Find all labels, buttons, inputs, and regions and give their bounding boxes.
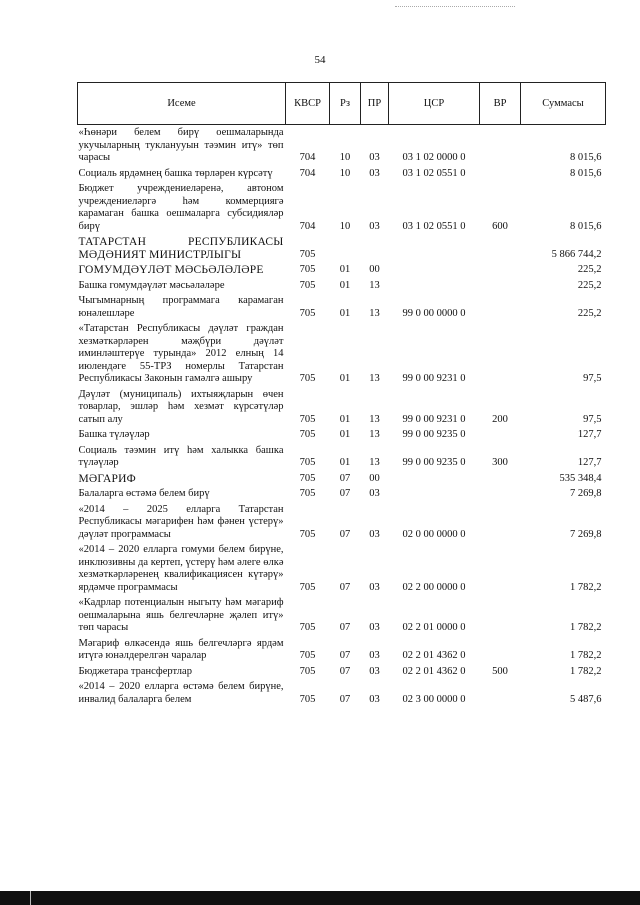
cell-pr: 03 [369, 622, 380, 633]
table-header-row [78, 83, 606, 125]
table-row [78, 125, 606, 166]
cell-sum: 8 015,6 [570, 152, 602, 163]
cell-name: МӘГАРИФ [78, 472, 136, 485]
cell-sum: 1 782,2 [570, 581, 602, 593]
cell-pr [361, 234, 389, 262]
table-row [78, 679, 606, 707]
cell-rz: 10 [339, 220, 351, 232]
cell-csr: 99 0 00 9231 0 [402, 373, 466, 384]
cell-rz: 07 [339, 622, 351, 633]
cell-sum: 7 269,8 [570, 488, 602, 499]
cell-name: Дәүләт (муниципаль) ихтыяҗларын өчен товарлар, эшләр һәм хезмәт күрсәтүләр сатып алу [78, 388, 284, 425]
cell-sum: 127,7 [577, 429, 602, 440]
table-row [78, 542, 606, 595]
table-row [78, 262, 606, 278]
table-row [78, 234, 606, 262]
cell-vr: 200 [492, 413, 508, 425]
cell-vr [480, 542, 521, 595]
cell-vr: 500 [492, 665, 508, 677]
cell-name: «Кадрлар потенциалын ныгыту һәм мәгариф оешмаларына яшь белгечләрне җәлеп итү» төп чарасы [78, 597, 284, 633]
cell-sum: 535 348,4 [559, 472, 602, 484]
header-kvsr: КВСР [286, 83, 330, 125]
budget-table [77, 82, 606, 707]
cell-rz: 07 [339, 472, 351, 484]
cell-kvsr: 704 [299, 220, 316, 232]
cell-pr: 03 [369, 488, 380, 499]
cell-name: Бюджет учреждениеләренә, автоном учреждениеләргә һәм коммерциягә карамаган башка оешмаларга субсидияләр бирү [78, 183, 284, 232]
table-row [78, 278, 606, 294]
cell-sum: 225,2 [577, 279, 602, 291]
cell-sum: 97,5 [583, 413, 602, 425]
cell-csr: 02 0 00 0000 0 [402, 528, 466, 540]
cell-kvsr: 705 [299, 528, 316, 540]
cell-csr: 03 1 02 0000 0 [402, 152, 466, 163]
cell-name: «Татарстан Республикасы дәүләт граждан хезмәткәрләрен мәҗбүри дәүләт иминләштерүе турында» 2012 елның 14 июлендәге 55-ТРЗ номерлы Татарстан Республикасы Законын гамәлгә ашыру [78, 323, 284, 384]
cell-csr [389, 486, 480, 502]
cell-vr [480, 166, 521, 182]
cell-name: Социаль тәэмин итү һәм халыкка башка түләүләр [78, 444, 284, 468]
table-row [78, 502, 606, 543]
cell-pr: 13 [369, 373, 380, 384]
cell-pr: 13 [369, 279, 380, 291]
cell-csr: 99 0 00 0000 0 [402, 307, 466, 319]
cell-pr: 03 [369, 152, 380, 163]
cell-rz: 07 [339, 528, 351, 540]
cell-vr [480, 486, 521, 502]
header-rz: Рз [330, 83, 361, 125]
budget-table-container [77, 82, 605, 707]
cell-name: Мәгариф өлкәсендә яшь белгечләргә ярдәм итүгә юнәлдерелгән чаралар [78, 637, 284, 661]
cell-kvsr: 705 [299, 581, 316, 593]
table-row [78, 443, 606, 471]
cell-kvsr: 705 [299, 457, 316, 468]
cell-rz: 01 [339, 413, 351, 425]
cell-vr [480, 636, 521, 664]
cell-kvsr: 705 [299, 650, 316, 661]
cell-kvsr: 704 [299, 152, 316, 163]
cell-rz: 01 [339, 429, 351, 440]
cell-sum: 1 782,2 [570, 665, 602, 677]
cell-name: Башка түләүләр [78, 429, 150, 440]
cell-csr: 99 0 00 9235 0 [402, 457, 466, 468]
cell-sum: 225,2 [577, 264, 602, 275]
cell-name: «2014 – 2025 елларга Татарстан Республикасы мәгарифен һәм фәнен үстерү» дәүләт программасы [78, 503, 284, 540]
cell-sum: 127,7 [577, 457, 602, 468]
header-name: Исеме [78, 83, 286, 125]
cell-vr [480, 293, 521, 321]
cell-vr [480, 321, 521, 387]
cell-kvsr: 705 [299, 665, 316, 677]
cell-vr [480, 234, 521, 262]
table-row [78, 293, 606, 321]
cell-rz: 07 [339, 581, 351, 593]
cell-pr: 03 [369, 220, 380, 232]
cell-pr: 13 [369, 429, 380, 440]
cell-kvsr: 705 [299, 307, 316, 319]
cell-vr [480, 262, 521, 278]
cell-csr [389, 278, 480, 294]
cell-rz: 07 [339, 665, 351, 677]
cell-rz: 07 [339, 650, 351, 661]
cell-kvsr: 705 [299, 373, 316, 384]
cell-rz: 01 [339, 457, 351, 468]
cell-vr: 600 [492, 220, 508, 232]
header-sum: Суммасы [521, 83, 606, 125]
cell-pr: 03 [369, 167, 380, 179]
cell-kvsr: 705 [299, 622, 316, 633]
cell-csr: 02 2 00 0000 0 [402, 581, 466, 593]
cell-name: Башка гомумдәүләт мәсьәләләре [78, 279, 225, 291]
cell-csr: 99 0 00 9231 0 [402, 413, 466, 425]
cell-vr [480, 595, 521, 636]
cell-pr: 13 [369, 307, 380, 319]
cell-rz: 07 [339, 693, 351, 705]
table-row [78, 636, 606, 664]
cell-kvsr: 705 [299, 488, 316, 499]
table-row [78, 471, 606, 487]
cell-kvsr: 704 [299, 167, 316, 179]
cell-sum: 5 866 744,2 [551, 248, 602, 260]
header-csr: ЦСР [389, 83, 480, 125]
cell-csr: 03 1 02 0551 0 [402, 167, 466, 179]
cell-kvsr: 705 [299, 264, 316, 275]
cell-sum: 7 269,8 [570, 528, 602, 540]
cell-pr: 03 [369, 581, 380, 593]
cell-vr: 300 [492, 457, 508, 468]
cell-pr: 03 [369, 650, 380, 661]
header-vr: ВР [480, 83, 521, 125]
cell-csr: 03 1 02 0551 0 [402, 220, 466, 232]
table-row [78, 181, 606, 234]
cell-rz: 01 [339, 307, 351, 319]
cell-sum: 8 015,6 [570, 167, 602, 179]
cell-rz [330, 234, 361, 262]
cell-vr [480, 679, 521, 707]
cell-csr [389, 471, 480, 487]
cell-name: «2014 – 2020 елларга өстәмә белем бирүне, инвалид балаларга белем [78, 681, 284, 705]
cell-pr: 03 [369, 665, 380, 677]
table-row [78, 664, 606, 680]
cell-kvsr: 705 [299, 429, 316, 440]
cell-vr [480, 125, 521, 166]
page-number: 54 [314, 54, 326, 66]
cell-name: «2014 – 2020 елларга гомуми белем бирүне, инклюзивны да кертеп, үстерү һәм әлеге өлкә хезмәткәрләренең квалификациясен күтәрү» ярдәмче программасы [78, 544, 284, 593]
cell-sum: 5 487,6 [570, 693, 602, 705]
table-row [78, 427, 606, 443]
cell-name: Социаль ярдәмнең башка төрләрен күрсәтү [78, 167, 273, 179]
cell-kvsr: 705 [299, 693, 316, 705]
table-row [78, 166, 606, 182]
table-body [78, 125, 606, 708]
cell-vr [480, 278, 521, 294]
table-row [78, 321, 606, 387]
cell-rz: 01 [339, 279, 351, 291]
cell-name: Балаларга өстәмә белем бирү [78, 488, 210, 499]
cell-name: ГОМУМДӘҮЛӘТ МӘСЬӘЛӘЛӘРЕ [78, 264, 264, 276]
cell-kvsr: 705 [299, 472, 316, 484]
cell-rz: 10 [339, 152, 351, 163]
cell-name: ТАТАРСТАН РЕСПУБЛИКАСЫ МӘДӘНИЯТ МИНИСТРЛЫГЫ [78, 236, 284, 261]
cell-name: «Һөнәри белем бирү оешмаларында укучыларның тукланууын тәэмин итү» төп чарасы [78, 127, 284, 163]
cell-sum: 1 782,2 [570, 622, 602, 633]
cell-kvsr: 705 [299, 413, 316, 425]
cell-sum: 225,2 [577, 307, 602, 319]
header-pr: ПР [361, 83, 389, 125]
cell-rz: 01 [339, 373, 351, 384]
scan-artifact [395, 6, 515, 8]
cell-csr [389, 262, 480, 278]
cell-name: Чыгымнарның программага карамаган юнәлешләре [78, 295, 284, 319]
cell-pr: 00 [369, 472, 380, 484]
cell-name: Бюджетара трансфертлар [78, 665, 192, 677]
cell-sum: 97,5 [583, 373, 602, 384]
cell-csr: 99 0 00 9235 0 [402, 429, 466, 440]
cell-vr [480, 427, 521, 443]
cell-pr: 13 [369, 457, 380, 468]
cell-sum: 8 015,6 [570, 220, 602, 232]
cell-csr: 02 2 01 4362 0 [402, 665, 466, 677]
cell-pr: 03 [369, 693, 380, 705]
cell-csr: 02 2 01 4362 0 [402, 650, 466, 661]
cell-rz: 07 [339, 488, 351, 499]
table-row [78, 387, 606, 428]
cell-vr [480, 471, 521, 487]
cell-pr: 00 [369, 264, 380, 275]
cell-kvsr: 705 [299, 248, 316, 260]
cell-kvsr: 705 [299, 279, 316, 291]
cell-rz: 01 [339, 264, 351, 275]
cell-rz: 10 [339, 167, 351, 179]
cell-csr [389, 234, 480, 262]
table-row [78, 486, 606, 502]
table-row [78, 595, 606, 636]
scan-edge [0, 891, 640, 905]
cell-pr: 03 [369, 528, 380, 540]
cell-csr: 02 2 01 0000 0 [402, 622, 466, 633]
cell-csr: 02 3 00 0000 0 [402, 693, 466, 705]
cell-pr: 13 [369, 413, 380, 425]
cell-sum: 1 782,2 [570, 650, 602, 661]
cell-vr [480, 502, 521, 543]
